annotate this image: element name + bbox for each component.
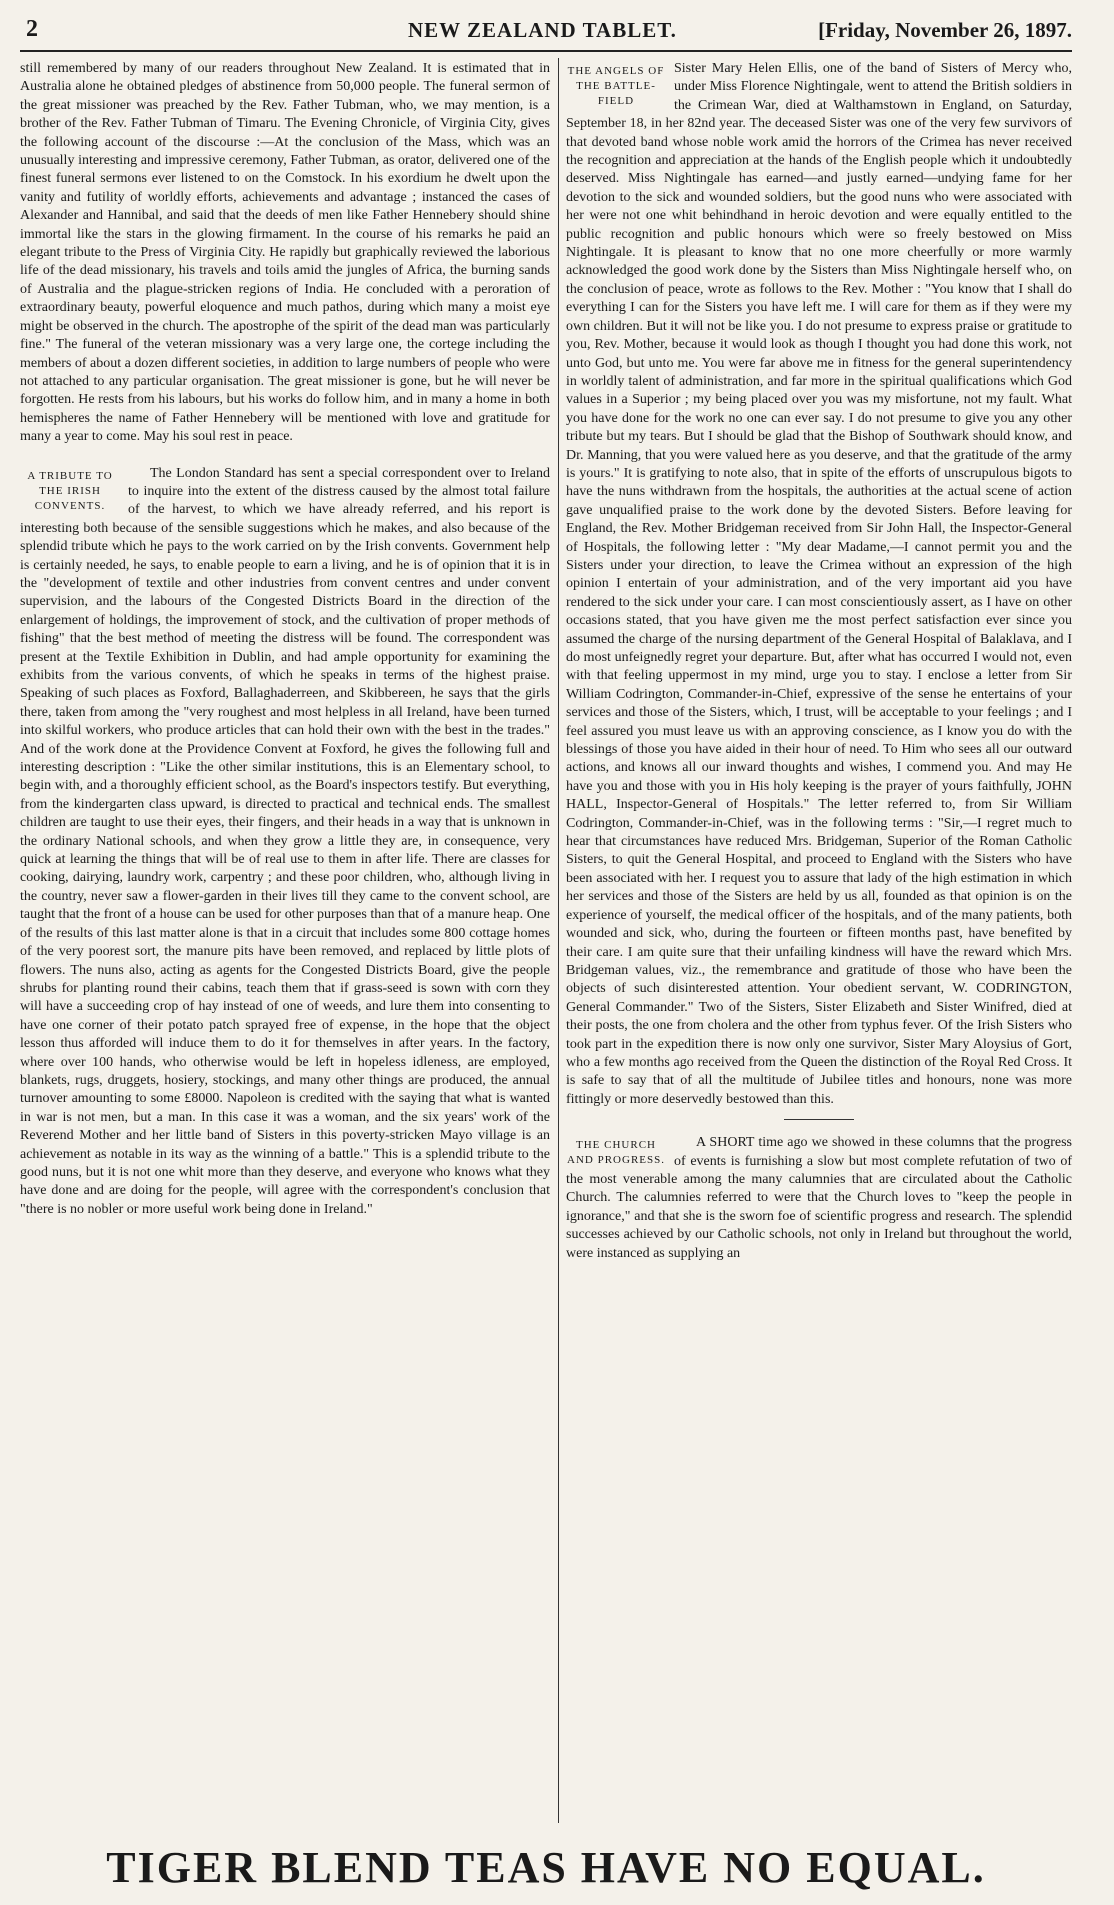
article-angels-paragraph: Sister Mary Helen Ellis, one of the band of Sisters of Mercy who, under Miss Florence Nightingale, went to attend the British soldiers in the Crimean War, died at Walthamstown in England, on Saturday, September 18, in her 82nd year. The deceased Sister was one of the very few survivors of that devoted band whose noble work amid the horrors of the Crimea has never received the recognition and appreciation at the hands of the English people which it undoubtedly deserved. Miss Nightingale has earned—and justly earned—undying fame for her devotion to the sick and wounded soldiers, but the good nuns who were associated with her were not one whit behindhand in heroic devotion and were equally entitled to the public recognition and public honours which were so freely bestowed on Miss Nightingale. It is pleasant to know that no one more cheerfully or more warmly acknowledged the good work done by the Sisters than Miss Nightingale herself who, on the conclusion of peace, wrote as follows to the Rev. Mother : "You know that I shall do everything I can for the Sisters you have left me. I will care for them as if they were my own children. But it will not be like you. I do not presume to express praise or gratitude to you, Rev. Mother, because it would look as though I thought you had done this work, not unto God, but unto me. You were far above me in fitness for the general superintendency in worldly talent of administration, and far more in the spiritual qualifications which God values in a Superior ; my being placed over you was my misfortune, not my fault. What you have done for the work no one can ever say. I do not presume to give you any other tribute but my tears. But I should be glad that the Bishop of Southwark should know, and Dr. Manning, that you were valued here as you deserve, and that the gratitude of the army is yours." It is gratifying to note also, that in spite of the efforts of unscrupulous bigots to have the nuns withdrawn from the hospitals, the authorities at the actual scene of action gave unqualified praise to the work done by the devoted Sisters. Before leaving for England, the Rev. Mother Bridgeman received from Sir John Hall, the Inspector-General of Hospitals, the following letter : "My dear Madame,—I cannot permit you and the Sisters under your direction, to leave the Crimea without an expression of the high opinion I entertain of your administration, and of the very important aid you have rendered to the sick under your care. I can most conscientiously assert, as I have on other occasions stated, that you have given me the most perfect satisfaction ever since you assumed the charge of the nursing department of the General Hospital of Balaklava, and I do most unfeignedly regret your departure. But, after what has occurred I would not, even with that feeling uppermost in my mind, urge you to stay. I enclose a letter from Sir William Codrington, Commander-in-Chief, expressive of the sense he entertains of your services and those of the Sisters, which, I trust, will be acceptable to your feelings ; and I feel assured you must leave us with an approving conscience, as I know you do with the blessings of those you have aided in their hour of need. To Him who sees all our outward actions, and knows all our inward thoughts and wishes, I commend you. And may He have you and those with you in His holy keeping is the prayer of yours faithfully, JOHN HALL, Inspector-General of Hospitals." The letter referred to, from Sir William Codrington, Commander-in-Chief, was in the following terms : "Sir,—I regret much to hear that circumstances have reduced Mrs. Bridgeman, Superior of the Roman Catholic Sisters, to quit the General Hospital, and proceed to England with the Sisters who have been associated with her. I request you to assure that lady of the high estimation in which her services and those of the Sisters are held by us all, founded as that opinion is on the experience of yourself, the medical officer of the hospitals, and of the many patients, both wounded and sick, who, during the fourteen or fifteen months past, have benefited by their care. I am quite sure that their unfailing kindness will have the reward which Mrs. Bridgeman values, viz., the remembrance and gratitude of those who have been the objects of such disinterested attention. Your obedient servant, W. CODRINGTON, General Commander." Two of the Sisters, Sister Elizabeth and Sister Winifred, died at their posts, the one from cholera and the other from typhus fever. Of the Irish Sisters who took part in the expedition there is now only one survivor, Sister Mary Aloysius of Gort, who a few months ago received from the Queen the distinction of the Royal Red Cross. It is safe to say that of all the multitude of Jubilee titles and honours, none was more fittingly or more deservedly bestowed than this. <box>566 61 1072 1107</box>
newspaper-title: NEW ZEALAND TABLET. <box>408 18 677 42</box>
article-church-progress-paragraph: A SHORT time ago we showed in these columns that the progress of events is furnishing a slow but most complete refutation of two of the most venerable among the many calumnies that are circulated about the Catholic Church. The calumnies referred to were that the Church loves to "keep the people in ignorance," and that she is the sworn foe of scientific progress and research. The splendid successes achieved by our Catholic schools, not only in Ireland but throughout the world, were instanced as supplying an <box>566 1135 1072 1261</box>
header-rule <box>20 50 1072 52</box>
left-column <box>20 60 550 1219</box>
page-number: 2 <box>26 16 38 42</box>
tea-advertisement: TIGER BLEND TEAS HAVE NO EQUAL. <box>106 1843 986 1892</box>
section-rule <box>784 1119 854 1120</box>
newspaper-page <box>20 6 1092 1896</box>
column-divider <box>558 58 559 1823</box>
side-heading-church-progress: THE CHURCH AND PROGRESS. <box>567 1139 665 1167</box>
side-heading-angels-battlefield: THE ANGELS OF THE BATTLE-FIELD <box>567 65 665 107</box>
right-column <box>566 60 1072 1263</box>
article-irish-convents-paragraph: The London Standard has sent a special correspondent over to Ireland to inquire into the extent of the distress caused by the almost total failure of the harvest, to which we have already referred, and his report is interesting both because of the sensible suggestions which he makes, and also because of the splendid tribute which he pays to the work carried on by the Irish convents. Government help is certainly needed, he says, to enable people to earn a living, and he is of opinion that it is in the "development of textile and other industries from convent centres and under convent supervision, and the labours of the Congested Districts Board in the direction of the enlargement of holdings, the improvement of stock, and the cultivation of proper methods of fishing" that the best method of meeting the distress will be found. The correspondent was present at the Textile Exhibition in Dublin, and had ample opportunity for examining the exhibits from the various convents, of which he speaks in terms of the highest praise. Speaking of such places as Foxford, Ballaghaderreen, and Skibbereen, he says that the girls there, taken from among the "very roughest and most helpless in all Ireland, have been turned into skilful workers, who produce articles that can hold their own with the best in the trades." And of the work done at the Providence Convent at Foxford, he gives the following full and interesting description : "Like the other similar institutions, this is an Elementary school, to begin with, and a thoroughly efficient school, as the Board's inspectors testify. But everything, from the kindergarten class upward, is directed to practical and technical ends. The smallest children are taught to use their eyes, their fingers, and their heads in a way that is unknown in the ordinary National schools, and when they grow a little they are, in consequence, very quick at learning the things that will be of real use to them in after life. There are classes for cooking, dairying, laundry work, carpentry ; and these poor children, who, although living in the country, never saw a flower-garden in their lives till they came to the convent school, are taught that the front of a house can be used for other purposes than that of a manure heap. One of the results of this last matter alone is that in a circuit that includes some 800 cottage homes of the very poorest sort, the manure pits have been removed, and replaced by little plots of flowers. The nuns also, acting as agents for the Congested Districts Board, give the people shrubs for planting round their cabins, teach them that if grass-seed is sown with corn they will have a succeeding crop of hay instead of one of weeds, and lure them into consenting to have one corner of their potato patch sprayed free of expense, in the hope that the object lesson thus afforded will induce them to do it for themselves in after years. In the factory, where over 100 hands, who otherwise would be left in hopeless idleness, are employed, blankets, rugs, druggets, hosiery, stockings, and many other things are produced, the annual turnover amounting to some £8000. Napoleon is credited with the saying that what is wanted in war is not men, but a man. In this case it was a woman, and the six years' work of the Reverend Mother and her little band of Sisters in this poverty-stricken Mayo village is an achievement as notable in its way as the winning of a battle." This is a splendid tribute to the good nuns, but it is not one whit more than they deserve, and everyone who knows what they have done and are doing for the people, will agree with the correspondent's conclusion that "there is no nobler or more useful work being done in Ireland." <box>20 465 550 1217</box>
side-heading-irish-convents: A TRIBUTE TO THE IRISH CONVENTS. <box>27 469 113 512</box>
issue-date: [Friday, November 26, 1897. <box>818 18 1072 42</box>
article-hennebery-paragraph: still remembered by many of our readers throughout New Zealand. It is estimated that in Australia alone he obtained pledges of abstinence from 50,000 people. The funeral sermon of the great missioner was preached by the Rev. Father Tubman, who, we may mention, is a brother of the Rev. Father Tubman of Timaru. The Evening Chronicle, of Virginia City, gives the following account of the discourse :—At the conclusion of the Mass, which was an unusually interesting and impressive ceremony, Father Tubman, as orator, delivered one of the finest funeral sermons ever listened to on the Comstock. In his exordium he dwelt upon the vanity and futility of worldly efforts, achievements and advantage ; instanced the cases of Alexander and Hannibal, and said that the deeds of men like Father Hennebery should shine immortal like the stars in the glowing firmament. In the course of his remarks he paid an elegant tribute to the Press of Virginia City. He rapidly but graphically reviewed the laborious life of the dead missionary, his travels and toils amid the jungles of Africa, the burning sands of Australia and the plague-stricken regions of India. He concluded with a peroration of extraordinary beauty, powerful eloquence and much pathos, during which many a moist eye might be observed in the church. The apostrophe of the spirit of the dead man was particularly fine." The funeral of the veteran missionary was a very large one, the cortege including the members of about a dozen different societies, in addition to large numbers of people who were not attached to any particular organisation. The great missioner is gone, but he will never be forgotten. He rests from his labours, but his works do follow him, and in many a home in both hemispheres the name of Father Hennebery will be mentioned with love and gratitude for many a year to come. May his soul rest in peace. <box>20 61 550 445</box>
page-header <box>20 6 1072 46</box>
